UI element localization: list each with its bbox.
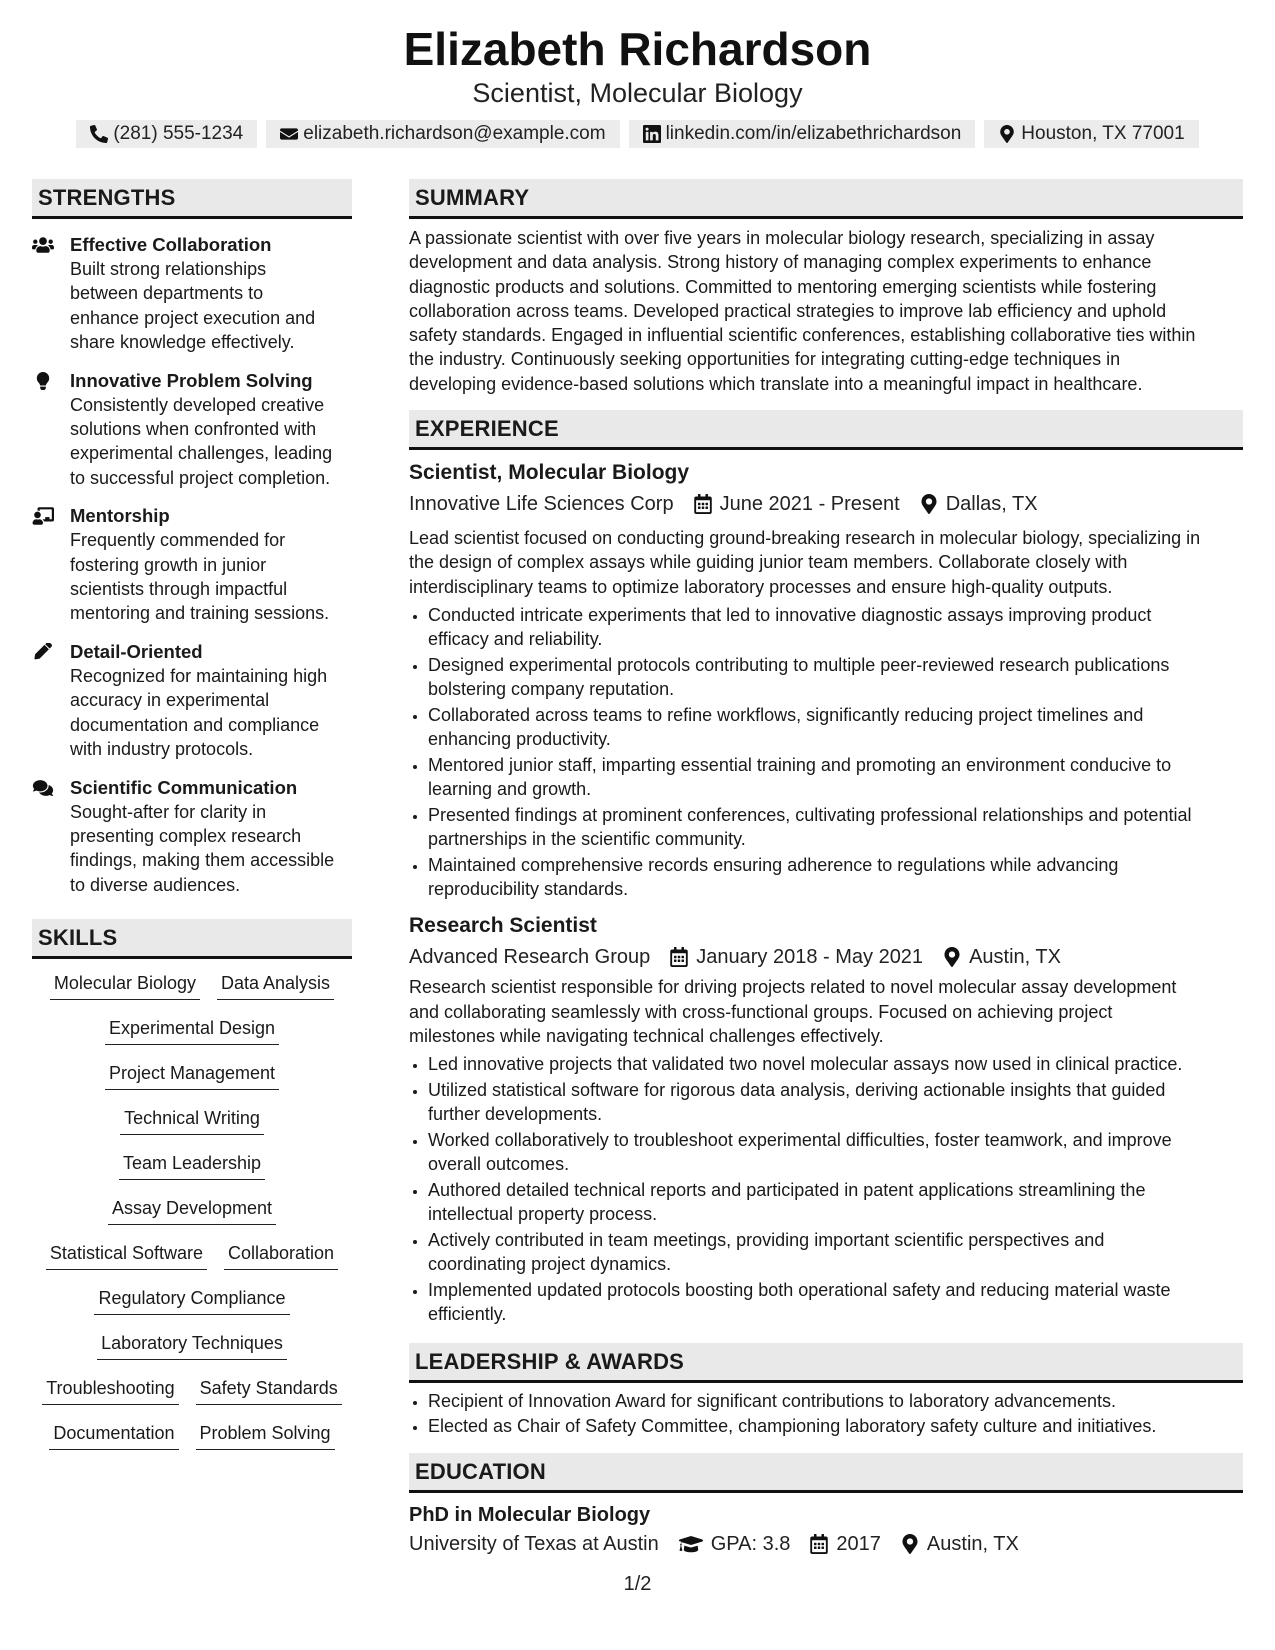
contact-email-text: elizabeth.richardson@example.com: [303, 123, 606, 144]
education-degree: PhD in Molecular Biology: [409, 1503, 651, 1526]
summary-line: the industry. Continuously seeking opportunities for integrating cutting-edge techniques in: [409, 349, 1121, 370]
job-company: Innovative Life Sciences Corp: [409, 493, 674, 516]
comments-icon: [32, 779, 54, 797]
desc-line: Consistently developed creative: [70, 394, 325, 415]
job-bullets: [409, 1052, 1243, 1326]
strength-title: Innovative Problem Solving: [70, 369, 313, 391]
strength-item: [32, 776, 352, 898]
job-entry: [409, 459, 1243, 901]
location-pin-icon: [943, 947, 961, 967]
desc-line: fostering growth in junior: [70, 554, 267, 575]
strength-desc: [70, 257, 315, 355]
bullet-item: • Maintained comprehensive records ensuring adherence to regulations while advancing reproducibility standards.: [428, 853, 1243, 902]
calendar-icon: [694, 494, 712, 514]
bullet-item: • Presented findings at prominent conferences, cultivating professional relationships and potential partnerships in the scientific community.: [428, 803, 1243, 852]
left-column: [32, 179, 352, 1466]
skills-row: [32, 1196, 352, 1241]
skill-tag: Documentation: [49, 1421, 178, 1450]
strength-desc: [70, 528, 329, 626]
summary-line: collaboration across teams. Developed practical strategies to improve lab efficiency and uphold: [409, 300, 1167, 321]
skill-tag: Collaboration: [224, 1241, 338, 1270]
calendar-icon: [670, 947, 688, 967]
job-description: [409, 975, 1243, 1048]
skills-row: [32, 1241, 352, 1286]
job-location: Dallas, TX: [945, 493, 1038, 516]
education-meta: [409, 1530, 1243, 1558]
summary-line: developing evidence-based solutions which translate into a meaningful impact in healthcare.: [409, 373, 1143, 394]
strength-title: Effective Collaboration: [70, 234, 272, 255]
calendar-icon: [810, 1534, 828, 1554]
strength-title: Scientific Communication: [70, 776, 298, 798]
location-pin-icon: [998, 125, 1016, 143]
skills-row: [32, 971, 352, 1016]
skill-tag: Troubleshooting: [42, 1376, 178, 1405]
desc-line: milestones while navigating technical challenges effectively.: [409, 1026, 884, 1047]
skills-row: [32, 1106, 352, 1151]
bullet-item: • Implemented updated protocols boosting both operational safety and reducing material waste efficiently.: [428, 1278, 1243, 1327]
desc-line: to successful project completion.: [70, 467, 331, 488]
strength-item: [32, 640, 352, 762]
strength-item: [32, 233, 352, 355]
strength-item: [32, 369, 352, 491]
desc-line: Built strong relationships: [70, 259, 267, 279]
lightbulb-icon: [32, 372, 54, 390]
job-dates: June 2021 - Present: [719, 493, 900, 516]
education-heading: EDUCATION: [409, 1453, 1243, 1493]
desc-line: Lead scientist focused on conducting ground-breaking research in molecular biology, specializing in: [409, 528, 1201, 549]
desc-line: share knowledge effectively.: [70, 332, 295, 353]
job-meta: [409, 490, 1243, 518]
desc-line: mentoring and training sessions.: [70, 603, 330, 624]
desc-line: accuracy in experimental: [70, 690, 270, 711]
skills-row: [32, 1061, 352, 1106]
summary-line: A passionate scientist with over five years in molecular biology research, specializing in assay: [409, 228, 1155, 248]
contact-phone[interactable]: [76, 120, 257, 148]
pencil-icon: [32, 643, 54, 661]
contact-location: [984, 120, 1198, 148]
skill-tag: Safety Standards: [196, 1376, 342, 1405]
contact-location-text: Houston, TX 77001: [1021, 123, 1185, 144]
envelope-icon: [280, 125, 298, 143]
job-entry: [409, 912, 1243, 1326]
skills-heading: SKILLS: [32, 919, 352, 959]
desc-line: between departments to: [70, 283, 264, 304]
bullet-item: • Utilized statistical software for rigorous data analysis, deriving actionable insights that guided further developments.: [428, 1078, 1243, 1127]
job-meta: [409, 943, 1243, 971]
strength-desc: [70, 664, 327, 762]
skill-tag: Molecular Biology: [50, 971, 200, 1000]
page-number: 1/2: [623, 1573, 652, 1595]
education-gpa: GPA: 3.8: [710, 1532, 791, 1555]
desc-line: experimental challenges, leading: [70, 443, 333, 464]
job-title: Research Scientist: [409, 914, 597, 938]
skills-row: [32, 1016, 352, 1061]
skill-tag: Laboratory Techniques: [97, 1331, 287, 1360]
desc-line: interdisciplinary teams to optimize laboratory processes and ensure high-quality outputs.: [409, 576, 1113, 597]
desc-line: scientists through impactful: [70, 579, 288, 600]
strength-desc: [70, 393, 332, 491]
summary-line: diagnostic products and solutions. Committed to mentoring emerging scientists while fostering: [409, 276, 1157, 297]
bullet-item: • Recipient of Innovation Award for significant contributions to laboratory advancements.: [428, 1389, 1243, 1413]
bullet-item: • Collaborated across teams to refine workflows, significantly reducing project timelines and enhancing productivity.: [428, 703, 1243, 752]
job-title: Scientist, Molecular Biology: [409, 461, 690, 485]
desc-line: solutions when confronted with: [70, 419, 317, 440]
summary-heading: SUMMARY: [409, 179, 1243, 219]
desc-line: Research scientist responsible for driving projects related to novel molecular assay development: [409, 977, 1177, 998]
desc-line: Frequently commended for: [70, 530, 286, 551]
linkedin-icon: [643, 125, 661, 143]
desc-line: enhance project execution and: [70, 307, 316, 328]
bullet-item: • Authored detailed technical reports and participated in patent applications streamlining the intellectual property process.: [428, 1178, 1243, 1227]
graduation-cap-icon: [679, 1534, 703, 1554]
desc-line: with industry protocols.: [70, 739, 254, 760]
desc-line: Sought-after for clarity in: [70, 801, 267, 822]
contact-email[interactable]: [266, 120, 619, 148]
strength-title: Mentorship: [70, 505, 170, 527]
education-location: Austin, TX: [926, 1532, 1019, 1555]
skill-tag: Statistical Software: [46, 1241, 207, 1270]
resume-header: [0, 0, 1275, 148]
users-icon: [32, 236, 54, 254]
skill-tag: Data Analysis: [217, 971, 334, 1000]
phone-icon: [90, 125, 108, 143]
strength-desc: [70, 800, 334, 898]
desc-line: findings, making them accessible: [70, 850, 335, 871]
right-column: [409, 179, 1243, 1558]
bullet-item: • Actively contributed in team meetings, providing important scientific perspectives and coordinating project dynamics.: [428, 1228, 1243, 1277]
desc-line: documentation and compliance: [70, 714, 320, 735]
skill-tag: Project Management: [105, 1061, 279, 1090]
chalkboard-teacher-icon: [32, 507, 54, 525]
skills-row: [32, 1331, 352, 1376]
location-pin-icon: [901, 1534, 919, 1554]
leadership-heading: LEADERSHIP & AWARDS: [409, 1343, 1243, 1383]
skill-tag: Regulatory Compliance: [94, 1286, 289, 1315]
education-school: University of Texas at Austin: [409, 1532, 659, 1555]
location-pin-icon: [920, 494, 938, 514]
skill-tag: Technical Writing: [120, 1106, 264, 1135]
skills-row: [32, 1421, 352, 1466]
bullet-item: • Designed experimental protocols contributing to multiple peer-reviewed research publications bolstering company reputation.: [428, 653, 1243, 702]
desc-line: to diverse audiences.: [70, 874, 241, 895]
bullet-item: • Conducted intricate experiments that led to innovative diagnostic assays improving product efficacy and reliability.: [428, 603, 1243, 652]
strength-item: [32, 504, 352, 626]
desc-line: the design of complex assays while guiding junior team members. Collaborate closely with: [409, 552, 1128, 573]
strengths-heading: STRENGTHS: [32, 179, 352, 219]
strength-title: Detail-Oriented: [70, 640, 203, 662]
job-company: Advanced Research Group: [409, 946, 651, 969]
job-description: [409, 526, 1243, 599]
skills-row: [32, 1151, 352, 1196]
summary-line: safety standards. Engaged in influential scientific conferences, establishing collaborative ties within: [409, 325, 1196, 346]
skill-tag: Experimental Design: [105, 1016, 279, 1045]
skill-tag: Team Leadership: [119, 1151, 265, 1180]
bullet-item: • Worked collaboratively to troubleshoot experimental difficulties, foster teamwork, and improve overall outcomes.: [428, 1128, 1243, 1177]
skill-tag: Problem Solving: [196, 1421, 335, 1450]
job-dates: January 2018 - May 2021: [696, 946, 924, 969]
skills-row: [32, 1376, 352, 1421]
experience-heading: EXPERIENCE: [409, 410, 1243, 450]
job-location: Austin, TX: [969, 946, 1061, 969]
bullet-item: • Elected as Chair of Safety Committee, championing laboratory safety culture and initiatives.: [428, 1414, 1243, 1438]
education-year: 2017: [836, 1532, 881, 1555]
desc-line: presenting complex research: [70, 825, 302, 846]
contact-linkedin-text: linkedin.com/in/elizabethrichardson: [665, 123, 962, 144]
leadership-bullets: [409, 1389, 1243, 1439]
skill-tag: Assay Development: [108, 1196, 276, 1225]
candidate-name: Elizabeth Richardson: [403, 23, 872, 75]
bullet-item: • Mentored junior staff, imparting essential training and promoting an environment conducive to learning and growth.: [428, 753, 1243, 802]
summary-text: [409, 226, 1243, 396]
desc-line: and collaborating seamlessly with cross-functional groups. Focused on achieving project: [409, 1001, 1113, 1022]
summary-line: development and data analysis. Strong history of managing complex experiments to enhance: [409, 252, 1152, 273]
contact-bar: [0, 120, 1275, 148]
skills-row: [32, 1286, 352, 1331]
desc-line: Recognized for maintaining high: [70, 665, 328, 686]
bullet-item: • Led innovative projects that validated two novel molecular assays now used in clinical practice.: [428, 1052, 1243, 1076]
candidate-title: Scientist, Molecular Biology: [472, 78, 803, 108]
skills-list: [32, 959, 352, 1466]
contact-phone-text: (281) 555-1234: [113, 123, 244, 144]
contact-linkedin[interactable]: [629, 120, 976, 148]
job-bullets: [409, 603, 1243, 902]
